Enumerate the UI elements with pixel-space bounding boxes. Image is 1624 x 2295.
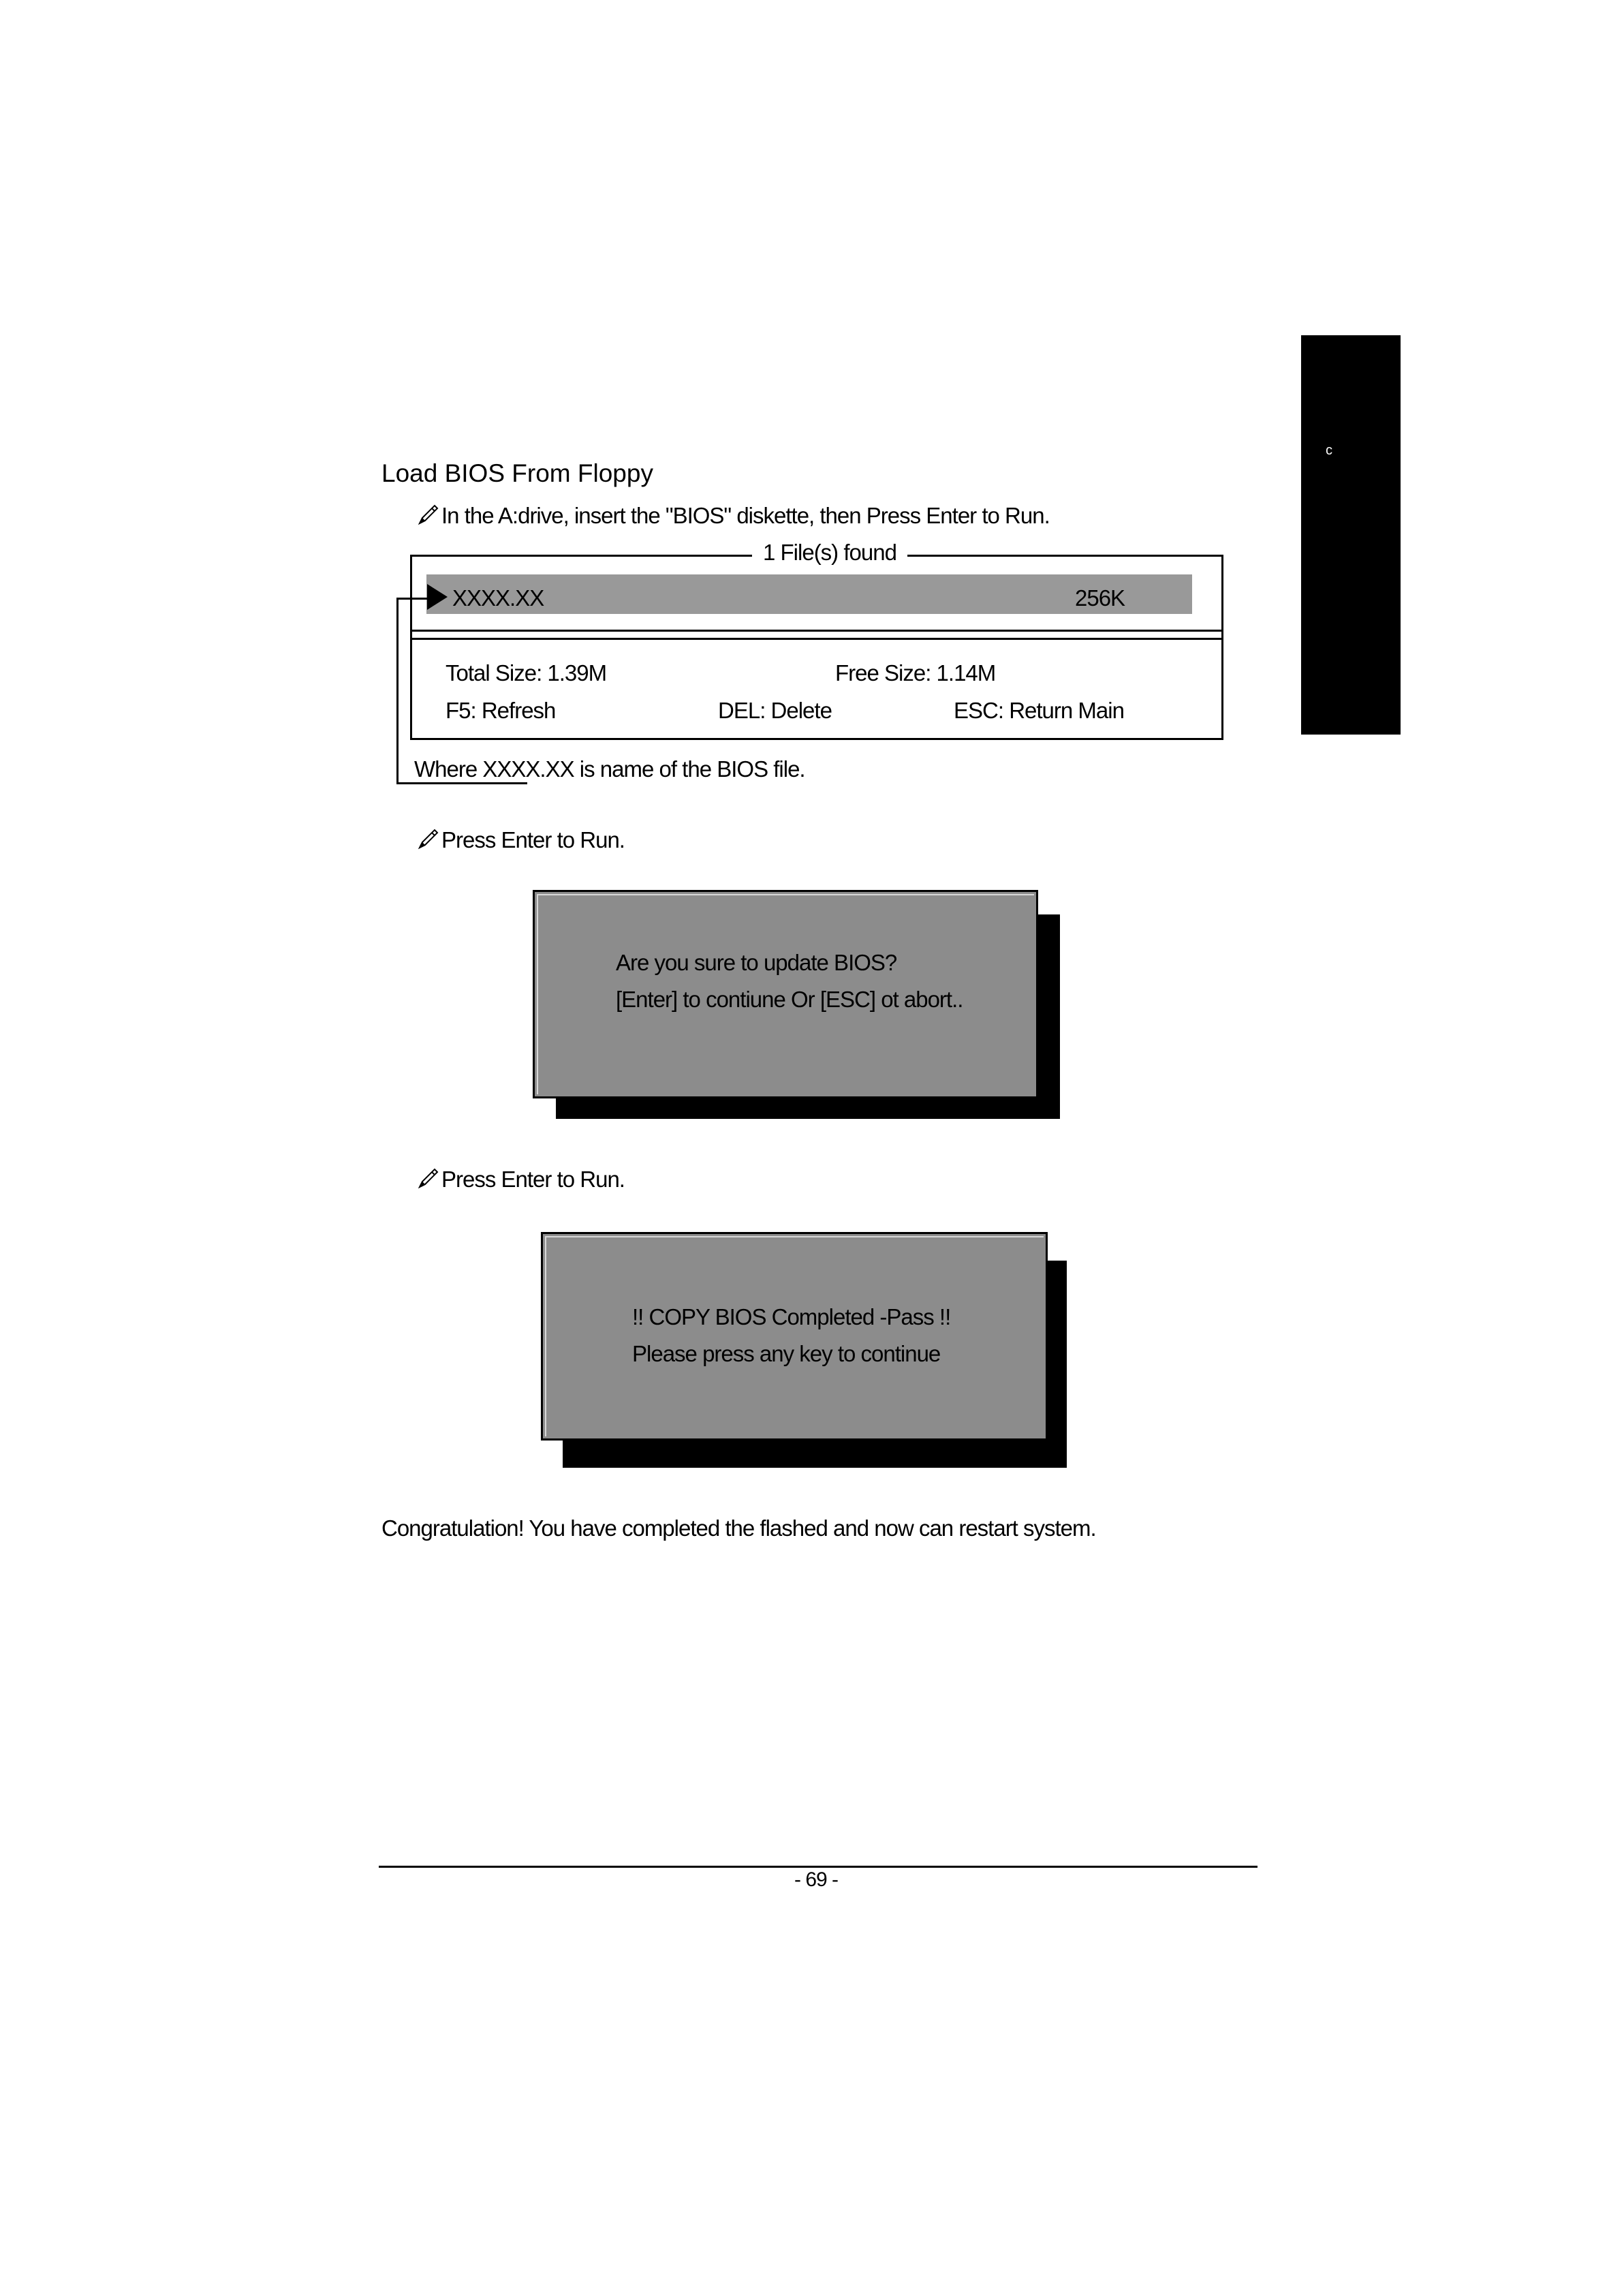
callout-line (396, 598, 428, 600)
confirm-dialog-instructions: [Enter] to contiune Or [ESC] ot abort.. (616, 987, 963, 1012)
pencil-icon (417, 1167, 440, 1190)
footer-rule (379, 1866, 1258, 1868)
triangle-right-icon (427, 584, 448, 610)
total-size-label: Total Size: 1.39M (446, 660, 607, 686)
section-title: Load BIOS From Floppy (381, 459, 653, 487)
instruction-note-1 (417, 503, 1050, 527)
completion-dialog (541, 1232, 1048, 1441)
page-number: - 69 - (794, 1868, 839, 1891)
dialog-divider (410, 638, 1223, 640)
instruction-note-3-text: Press Enter to Run. (441, 1167, 625, 1192)
file-name: XXXX.XX (452, 585, 544, 611)
instruction-note-3 (417, 1167, 625, 1190)
instruction-note-2 (417, 827, 625, 851)
chapter-side-tab-letter: c (1326, 443, 1332, 458)
free-size-label: Free Size: 1.14M (835, 660, 996, 686)
completion-dialog-status: !! COPY BIOS Completed -Pass !! (632, 1304, 951, 1329)
final-paragraph: Congratulation! You have completed the flashed and now can restart system. (381, 1515, 1096, 1541)
refresh-key-hint: F5: Refresh (446, 698, 556, 723)
file-size: 256K (1075, 585, 1125, 611)
instruction-note-2-text: Press Enter to Run. (441, 827, 625, 852)
dialog-divider (410, 630, 1223, 632)
chapter-side-tab (1301, 335, 1401, 735)
callout-line (396, 598, 399, 784)
completion-dialog-instructions: Please press any key to continue (632, 1341, 941, 1366)
callout-line (396, 782, 527, 784)
instruction-note-1-text: In the A:drive, insert the "BIOS" diskette, then Press Enter to Run. (441, 503, 1050, 528)
pencil-icon (417, 503, 440, 526)
return-main-key-hint: ESC: Return Main (954, 698, 1124, 723)
confirm-dialog-question: Are you sure to update BIOS? (616, 950, 897, 975)
callout-text: Where XXXX.XX is name of the BIOS file. (414, 756, 805, 782)
delete-key-hint: DEL: Delete (718, 698, 832, 723)
pencil-icon (417, 827, 440, 850)
file-list-dialog-title: 1 File(s) found (752, 541, 907, 564)
